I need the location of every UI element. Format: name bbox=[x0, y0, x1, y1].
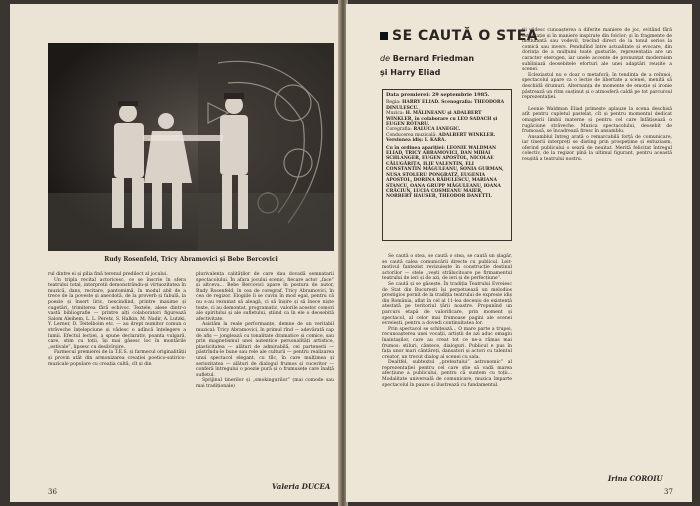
paragraph: Ecleziastul nu e doar o metaforă; în tendința de a reînnoi, spectacolul apare ca o lecție de libertate a scenei, menită să deschidă drumuri. Alternanța de momente de emoție și ironie păstrează un ritm susținut și o atmosferă caldă pe tot parcursul reprezentației. bbox=[522, 72, 672, 101]
left-page bbox=[10, 4, 340, 502]
paragraph: Asistăm la reale performanțe, demne de un veritabil muzical: Tricy Abramovici, în primul rînd — adevărată cap de afiș — jonglează cu tonalitate dramatice și comice, sau prin magnetismul unei autentice personalități artistice, plasticitatea — alături de admirabilă, cei partenerii — păstrîndu-le bune sau rele ale culturii — pentru realizarea unui spectacol elegant, cu tîlc, în care mulțimea și seriozitatea — alături de dialogul frumos și cuceritor — conferă întregului o poezie pură și o frumusețe care înalță sufletul. bbox=[196, 322, 334, 378]
photo-caption: Rudy Rosenfeld, Tricy Abramovici și Bebe Bercovici bbox=[104, 256, 278, 263]
paragraph: Dealtfel, subtextul „pretextului” astronomic” al reprezentației pentru cel care știe să vadă marea afecțiune a publicului, pentru că suntem cu toții... Modalitate universală de comunicare, muzica împarte spectacolul în pauze și ilustrează cu fundamental. bbox=[382, 360, 512, 388]
paragraph: Leonie Waldman Eliad primește aplauze la scena deschisă atît pentru cupletul pastelat, cît și pentru momentul dedicat omagierii limbii materne și pentru cel care înfățișează o rugăciune străveche. Muzica spectacolului, deosebit de frumoasă, se încadrează firesc în ansamblu. bbox=[522, 106, 672, 135]
paragraph: Ansamblul întreg arată o remarcabilă forță de comunicare, iar tinerii interpreți se disting prin prospețime și entuziasm, oferind publicului o seară de neuitat. Merită felicitat întregul colectiv, de la regizor pînă la ultimul figurant, pentru această reușită a teatrului nostru. bbox=[522, 134, 672, 163]
square-bullet-icon bbox=[380, 32, 388, 40]
byline-line-2: și Harry Eliad bbox=[380, 68, 441, 77]
credit-line: Conducerea muzicală: ADALBERT WINKLER. Versiunea idiș: I. KARA. bbox=[386, 132, 496, 144]
cast-list: Cu în ordinea apariției: LEONIE WALDMAN ELIAD, TRICY ABRAMOVICI, DAN MIHAI SCHLANGER, EUGEN APOSTOL, NICOLAE CĂLUGĂRIȚA, ILIE VALENTIN, ELI CONSTANTIN MĂGULEANU, SONIA GURMAN, NUSA STOLERU PONGRATZ, EUGENIA APOSTOL, DORINA RĂDULESCU, MARIANA STANCU, OANA GRUPP MĂGULEANU, IOANA CRĂCIUN, LUCIA COSMEANU MAIER, NORBERT HAUSER, THEODOR DANETTI. bbox=[386, 145, 504, 200]
paragraph: Prin spectacol se schițează... O mare parte a trupei, recunoașterea unei vocații, artiștii de azi aduc omagiu înaintașilor, care au creat tot ce ne-a rămas mai frumos: stiluri, cântece, dialoguri. Publicul e pus în fața unor mari cântăreți, dansatori și actori cu talentul creator, un trecut dialog al scenei cu sala. bbox=[382, 326, 512, 360]
article-headline: SE CAUTĂ O STEA bbox=[380, 28, 538, 44]
credit-line: Muzica: H. MĂLINEANU și ADALBERT WINKLER, în colaborare cu LEO SADACH și EUGEN ROTARU. bbox=[386, 111, 498, 128]
credits-box bbox=[382, 89, 512, 241]
paragraph: Un tripla recital actoricesc, ce se înscrie în sfera teatrului total, interpretii demonstrându-și virtuozitatea în muzică, dans, recitare, pantomimă, în modul abil de a trece de la poveste și anecdotă, de la proverb și fabulă, la poezie și însert liric, nescindind, printre maxime și cugetări, trimiterea fără echivoc. Textele, alese dintr-o vastă bibliografie — printre alți colaboratori figurează Salom Aleihem, L. L. Peretz, S. Halkin, M. Nadir, A. Lutzki, Y. Lerner, D. Teitelboim etc. — au drept numitor comun o străveche înțelepciune și vădesc o adîncă înțelegere a lumii. Efectul lecției, a spune declarativ, poanta vulgară, care, stim cu toții, își mai găsesc loc în montările „estivale”, lipsesc cu desăvîrșire. bbox=[48, 277, 186, 350]
paragraph: Se caută o stea, se caută o stea, se caută un șlagăr, se caută calea comunicării directe cu publicul. Leit-motivul fantezist revizuiește în construcție destinul actorilor — stele „vești strălucitoare pe firmamentul teatrului de ieri și de azi, de ieri și de perfecțiune”. bbox=[382, 254, 512, 282]
right-column-right bbox=[522, 28, 672, 163]
left-column-2 bbox=[196, 272, 334, 389]
byline-line-1: de Bernard Friedman bbox=[380, 54, 475, 63]
paragraph: ții vădesc cunoașterea a diferite maniere de joc, evitând fără ostentație și în maniere inspirate din folclor; și în fragmente de modulantă sau vodevil, trecînd direct de la tonul serios la comică sau invers. Pendulînd între actualitate și evocare, din dorința de a mulțumi toate gusturile, reprezentația are un caracter eterogen, iar unele accente de pronunțat modernism subliniază deosebitele eforturi ale unei adaptări reușite a scenei. bbox=[522, 28, 672, 73]
right-author-signature: Irina COROIU bbox=[608, 474, 663, 483]
page-number: 36 bbox=[48, 488, 57, 496]
premiere-date: Data premierei: 29 septembrie 1985. bbox=[386, 92, 490, 98]
paragraph: Farmecul premierei de la T.E.S. și farmecul originalității și provin atât din armonizarea creației poetico-satirico-muzicale populare cu creația cultă, cît și din bbox=[48, 350, 186, 367]
paragraph: Se caută și se găsește. În tradiția Teatrului Evreiesc de Stat din București își perpetuează un melodios prestigios pornit de la tradiția teatrului de expresie idiș din România, aflat în cel al 11-lea deceniu de existență atestată pe teritoriul țării noastre. Propunînd un parcurs etapă de valorificare, prin moment și spectacol, al celor mai frumoase pagini ale scenei evreiești, pentru a dovedi continuitatea lor. bbox=[382, 281, 512, 327]
stage-photo bbox=[48, 43, 334, 251]
left-column-1 bbox=[48, 272, 186, 367]
stage-photo-image bbox=[48, 43, 334, 251]
left-author-signature: Valeria DUCEA bbox=[272, 482, 331, 491]
paragraph: rul dintre ei și pilia fină terenul predilect al jocului. bbox=[48, 272, 168, 277]
page-number: 37 bbox=[664, 488, 673, 496]
paragraph: Sprijinul tinerilor și „smokingurilor” (mai comode sau mai tradiționale) bbox=[196, 378, 334, 389]
paragraph: plurivalența calităților de care dau dovadă semnatarii spectacolului. În afara jocului scenic, fiecare actor „face” și altceva... Bebe Bercovici apare în postura de autor, Rudy Rosenfeld, în cea de coregraf, Tricy Abramovici, în cea de regizor. Elogiile îi se cuvin în mod egal, pentru că nu s-au rezumat să aleagă, ci să înșire și să înece niște texte, ci au demontat, programatic, valorile acestor comori ale spiritului și ale sufletului, știind ca în ele o deosebită afectivitate. bbox=[196, 272, 334, 322]
right-page bbox=[346, 4, 692, 502]
credit-line: Coregrafia: RALUCA IANEGIC. bbox=[386, 127, 461, 133]
credit-line: Regia: HARRY ELIAD. Scenografia: THEODORA DINULESCU. bbox=[386, 100, 505, 111]
right-column-middle bbox=[382, 254, 512, 388]
